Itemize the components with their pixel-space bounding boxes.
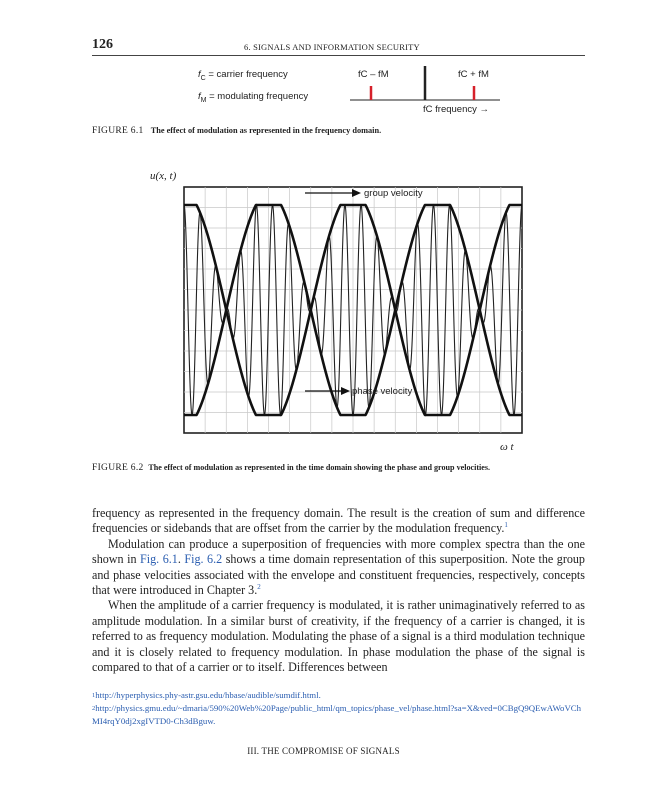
- time-domain-chart: [180, 165, 525, 455]
- arrow-right-icon: →: [479, 104, 490, 115]
- legend-carrier: $f_C$ = carrier frequency: [198, 69, 288, 82]
- xref-fig-6-1[interactable]: Fig. 6.1: [140, 552, 178, 567]
- paragraph-3: When the amplitude of a carrier frequency is modulated, it is rather unimaginatively referred to as amplitude modulation. In a similar burst of creativity, if the frequency of a carrier is changed, it is referred to as frequency modulation. Modulating the phase of a signal is a third modulation technique and it is closely related to frequency modulation. In phase modulation the phase of the signal is compared to that of a carrier or to itself. Differences between: [92, 598, 585, 675]
- page-number: 126: [92, 37, 113, 52]
- header-rule: [92, 55, 585, 56]
- group-velocity-label: group velocity: [364, 188, 423, 199]
- figure-6-1-caption-text: The effect of modulation as represented in the frequency domain.: [150, 126, 382, 135]
- footnote-ref-2[interactable]: 2: [257, 583, 261, 591]
- figure-6-1-label: FIGURE 6.1: [92, 126, 144, 136]
- xref-fig-6-2[interactable]: Fig. 6.2: [184, 552, 223, 567]
- footnote-ref-1[interactable]: 1: [504, 521, 508, 530]
- footnote-2[interactable]: $^2$http://physics.gmu.edu/~dmaria/590%20Web%20Page/public_html/qm_topics/phase_vel/phase.html?sa=X&ved=0CBgQ9QEwAWoVChMI4rqY0dj2xgIVTD0-Ch3dBguw.: [92, 703, 582, 726]
- figure-6-2-caption: [92, 463, 490, 473]
- figure-6-1-caption: [92, 126, 381, 136]
- footnote-1[interactable]: $^1$http://hyperphysics.phy-astr.gsu.edu/hbase/audible/sumdif.html.: [92, 690, 321, 700]
- label-lower-sideband: fC – fM: [358, 69, 389, 80]
- chart-xlabel: ω t: [500, 441, 514, 453]
- phase-velocity-label: phase velocity: [352, 386, 413, 397]
- figure-6-2-caption-text: The effect of modulation as represented in the time domain showing the phase and group velocities.: [148, 463, 491, 472]
- figure-6-2-label: FIGURE 6.2: [92, 463, 144, 473]
- label-upper-sideband: fC + fM: [458, 69, 489, 80]
- running-footer: III. THE COMPROMISE OF SIGNALS: [247, 746, 400, 756]
- paragraph-2: Modulation can produce a superposition of frequencies with more complex spectra than the one shown in Fig. 6.1. Fig. 6.2 shows a time domain representation of this superposition. Note the group and phase velocities associated with the envelope and constituent frequencies, respectively, concepts that were introduced in Chapter 3.$^2$: [92, 536, 585, 598]
- chart-ylabel: u(x, t): [150, 170, 177, 182]
- running-chapter-title: 6. SIGNALS AND INFORMATION SECURITY: [244, 42, 420, 52]
- footnotes: [92, 689, 585, 728]
- frequency-axis-label: fC frequency →: [423, 104, 490, 115]
- paragraph-1: frequency as represented in the frequency domain. The result is the creation of sum and difference frequencies or sidebands that are offset from the carrier by the modulation frequency.$^1$: [92, 506, 585, 536]
- legend-modulating: $f_M$ = modulating frequency: [198, 91, 309, 104]
- body-text: [92, 506, 585, 675]
